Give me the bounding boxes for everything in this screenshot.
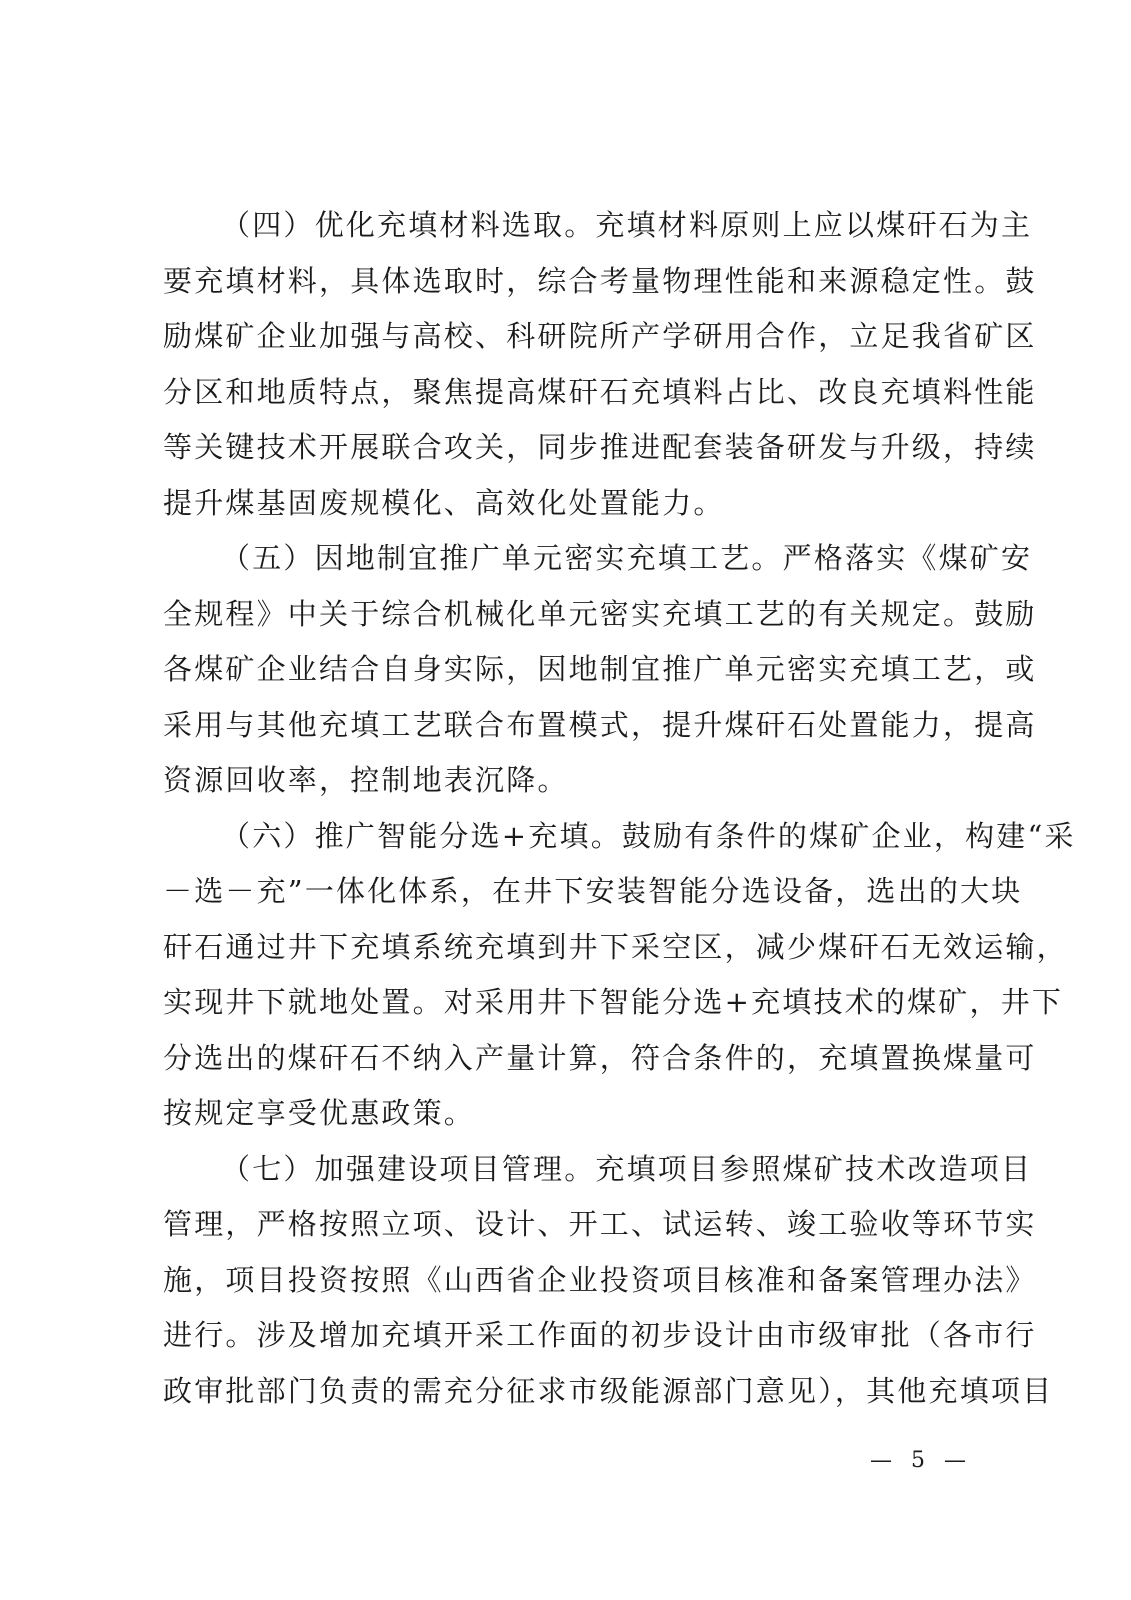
- text-line: 等关键技术开展联合攻关，同步推进配套装备研发与升级，持续: [163, 430, 1037, 464]
- text-line: 矸石通过井下充填系统充填到井下采空区，减少煤矸石无效运输，: [163, 929, 1068, 964]
- text-line: －选－充”一体化体系，在井下安装智能分选设备，选出的大块: [163, 874, 1023, 908]
- text-line: 励煤矿企业加强与高校、科研院所产学研用合作，立足我省矿区: [163, 319, 1037, 353]
- text-line: 全规程》中关于综合机械化单元密实充填工艺的有关规定。鼓励: [163, 596, 1037, 631]
- paragraph-5: [163, 531, 1037, 809]
- text-line: 进行。涉及增加充填开采工作面的初步设计由市级审批（各市行: [163, 1318, 1037, 1352]
- text-line: 施，项目投资按照《山西省企业投资项目核准和备案管理办法》: [163, 1262, 1037, 1297]
- text-line: （四）优化充填材料选取。充填材料原则上应以煤矸石为主: [221, 208, 1033, 242]
- text-line: 各煤矿企业结合自身实际，因地制宜推广单元密实充填工艺，或: [163, 652, 1037, 686]
- paragraph-6: [163, 809, 1076, 1142]
- text-line: 资源回收率，控制地表沉降。: [163, 763, 569, 797]
- text-line: （五）因地制宜推广单元密实充填工艺。严格落实《煤矿安: [221, 541, 1033, 575]
- paragraph-7: [163, 1142, 1054, 1420]
- text-line: 分选出的煤矸石不纳入产量计算，符合条件的，充填置换煤量可: [163, 1040, 1037, 1075]
- text-line: 实现井下就地处置。对采用井下智能分选+充填技术的煤矿，井下: [163, 985, 1064, 1019]
- text-line: 按规定享受优惠政策。: [163, 1096, 476, 1130]
- text-line: 提升煤基固废规模化、高效化处置能力。: [163, 485, 725, 520]
- text-line: 分区和地质特点，聚焦提高煤矸石充填料占比、改良充填料性能: [163, 374, 1037, 409]
- text-line: （七）加强建设项目管理。充填项目参照煤矿技术改造项目: [221, 1151, 1033, 1186]
- text-line: 采用与其他充填工艺联合布置模式，提升煤矸石处置能力，提高: [163, 707, 1037, 742]
- text-line: 管理，严格按照立项、设计、开工、试运转、竣工验收等环节实: [163, 1207, 1037, 1241]
- page-number: — 5 —: [870, 1448, 972, 1473]
- document-body: [163, 198, 1076, 1419]
- paragraph-4: [163, 198, 1037, 531]
- text-line: 要充填材料，具体选取时，综合考量物理性能和来源稳定性。鼓: [163, 263, 1037, 298]
- text-line: 政审批部门负责的需充分征求市级能源部门意见），其他充填项目: [163, 1373, 1054, 1408]
- text-line: （六）推广智能分选+充填。鼓励有条件的煤矿企业，构建“采: [221, 818, 1076, 853]
